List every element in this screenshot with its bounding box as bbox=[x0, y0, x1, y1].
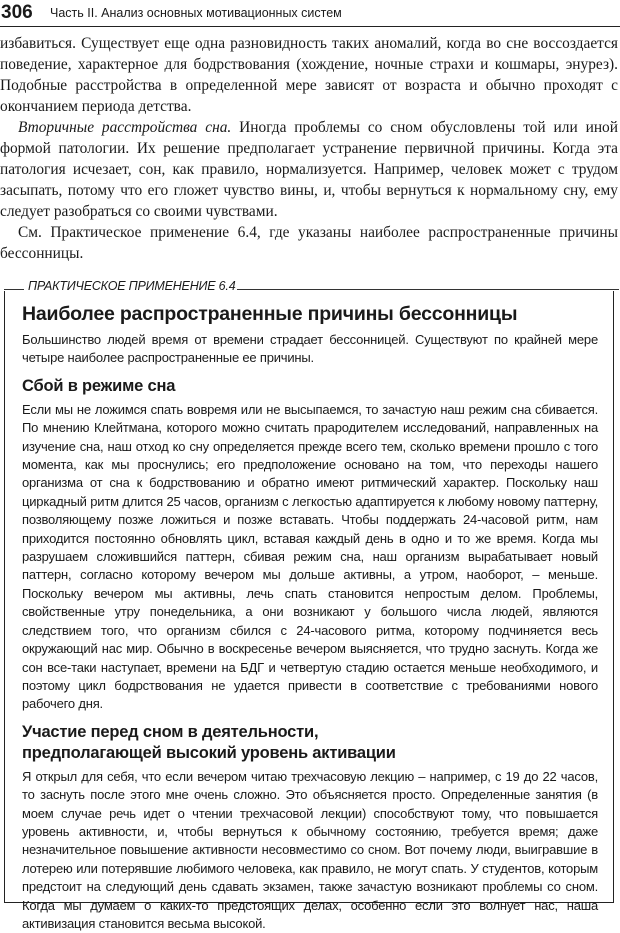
practice-intro: Большинство людей время от времени страдает бессонницей. Существуют по крайней мере четыре наиболее распространенные ее причины. bbox=[22, 332, 598, 366]
practice-box bbox=[4, 291, 614, 931]
paragraph-lead: Вторичные расстройства сна. bbox=[18, 119, 232, 136]
page-header bbox=[0, 0, 620, 27]
paragraph-rest: Иногда проблемы со сном обусловлены той или иной формой патологии. Их решение предполагает устранение первичной причины. Когда эта патология исчезает, сон, как правило, нормализуется. Например, человек может с трудом засыпать, потому что его гложет чувство вины, и, чтобы вернуться к нормальному сну, ему следует разобраться со своими чувствами. bbox=[0, 119, 618, 220]
practice-title: Наиболее распространенные причины бессонницы bbox=[22, 303, 518, 325]
page-number: 306 bbox=[1, 2, 33, 23]
main-text bbox=[0, 33, 618, 264]
running-head: Часть II. Анализ основных мотивационных систем bbox=[50, 6, 342, 20]
section-text: Я открыл для себя, что если вечером читаю трехчасовую лекцию – например, с 19 до 22 часов, то заснуть после этого мне очень сложно. Это объясняется просто. Определенные занятия (в моем случае речь идет о чтении трехчасовой лекции) способствуют тому, что повышается уровень активности, и, чтобы вернуться к обычному состоянию, требуется время; даже незначительное повышение активности несовместимо со сном. Вот почему люди, выигравшие в лотерею или потерявшие любимого человека, как правило, не могут спать. У студентов, которым предстоит на следующий день сдавать экзамен, также зачастую возникают проблемы со сном. Когда мы думаем о каких-то предстоящих делах, особенно если это волнует нас, наша активизация становится весьма высокой. bbox=[22, 768, 598, 931]
section-heading: Участие перед сном в деятельности, предполагающей высокий уровень активации bbox=[22, 722, 396, 762]
section-rule bbox=[4, 289, 24, 290]
paragraph bbox=[0, 117, 618, 222]
paragraph: См. Практическое применение 6.4, где указаны наиболее распространенные причины бессонницы. bbox=[0, 224, 618, 262]
practice-box-content bbox=[22, 301, 598, 933]
section-rule bbox=[237, 289, 619, 290]
paragraph: избавиться. Существует еще одна разновидность таких аномалий, когда во сне воссоздается поведение, характерное для бодрствования (хождение, ночные страхи и кошмары, энурез). Подобные расстройства в определенной мере зависят от возраста и обычно проходят с окончанием периода детства. bbox=[0, 35, 618, 115]
practice-label: ПРАКТИЧЕСКОЕ ПРИМЕНЕНИЕ 6.4 bbox=[28, 279, 236, 293]
section-text: Если мы не ложимся спать вовремя или не высыпаемся, то зачастую наш режим сна сбивается. По мнению Клейтмана, которого можно считать прародителем исследований, направленных на изучение сна, наш отход ко сну определяется прежде всего тем, сколько времени прошло с того момента, как мы проснулись; его предположение основано на том, что переходы нашего организма от сна к бодрствованию и обратно имеют ритмический характер. Поскольку наш циркадный ритм длится 25 часов, организм с легкостью адаптируется к любому новому паттерну, позволяющему позже ложиться и позже вставать. Чтобы поддержать 24-часовой ритм, нам приходится постоянно обновлять цикл, вставая каждый день в одно и то же время. Когда мы разрушаем сложившийся паттерн, сбивая режим сна, наш организм вырабатывает новый паттерн, согласно которому вечером мы дольше активны, а утром, наоборот, – меньше. Поскольку вечером мы активны, лечь спать становится непростым делом. Проблемы, свойственные утру понедельника, а они возникают у большого числа людей, являются следствием того, что организм сбился с 24-часового ритма, которому подчиняется весь окружающий нас мир. Обычно в воскресенье вечером выясняется, что трудно заснуть. Когда же сон все-таки наступает, времени на БДГ и четвертую стадию остается меньше необходимого, и поэтому цикл бодрствования не удается привести в соответствие с требованиями нового рабочего дня. bbox=[22, 401, 598, 712]
section-heading: Сбой в режиме сна bbox=[22, 376, 176, 395]
